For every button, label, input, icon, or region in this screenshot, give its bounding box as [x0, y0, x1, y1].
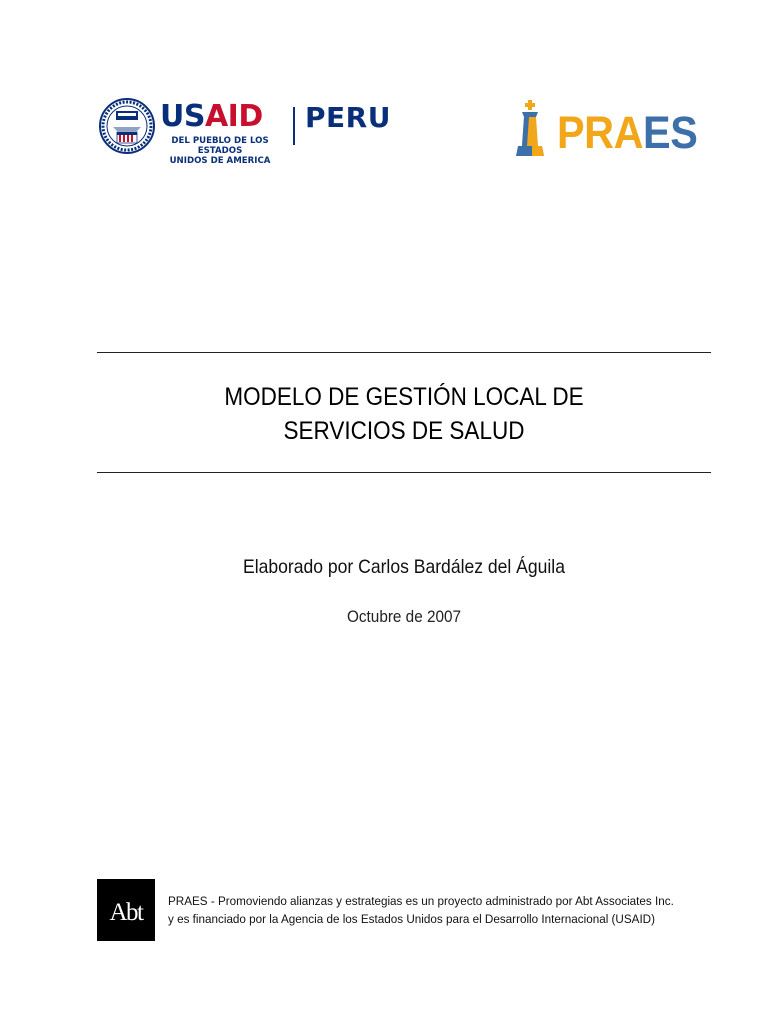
footer-line-1: PRAES - Promoviendo alianzas y estrategias es un proyecto administrado por Abt Associates Inc.	[168, 894, 674, 908]
usaid-subtitle	[163, 136, 277, 166]
title-rule-top	[97, 352, 711, 353]
usaid-word-aid: AID	[204, 99, 263, 134]
praes-letters-pr: PR	[557, 107, 614, 158]
title-line-2: SERVICIOS DE SALUD	[283, 417, 525, 445]
praes-letter-a: A	[613, 107, 644, 158]
document-title	[128, 380, 681, 448]
usaid-subtitle-line1: DEL PUEBLO DE LOS ESTADOS	[171, 136, 269, 156]
usaid-word-us: US	[160, 99, 205, 134]
usaid-subtitle-line2: UNIDOS DE AMERICA	[169, 156, 271, 166]
chess-king-icon	[512, 100, 556, 162]
footer-line-2: y es financiado por la Agencia de los Estados Unidos para el Desarrollo Internacional (USAID)	[168, 912, 656, 926]
praes-wordmark	[557, 108, 697, 158]
praes-letters-es: ES	[643, 107, 698, 158]
publication-date: Octubre de 2007	[347, 607, 461, 626]
usaid-seal-icon	[99, 98, 155, 154]
abt-associates-logo	[97, 879, 155, 941]
title-rule-bottom	[97, 472, 711, 473]
usaid-country-label: PERU	[305, 101, 391, 134]
author-line: Elaborado por Carlos Bardález del Águila	[243, 556, 565, 578]
praes-logo	[512, 96, 704, 166]
title-line-1: MODELO DE GESTIÓN LOCAL DE	[224, 383, 584, 411]
usaid-divider	[293, 107, 295, 145]
footer-note	[168, 892, 728, 928]
abt-logo-text: Abt	[109, 899, 143, 926]
usaid-wordmark	[160, 100, 263, 134]
usaid-peru-logo	[96, 96, 416, 166]
